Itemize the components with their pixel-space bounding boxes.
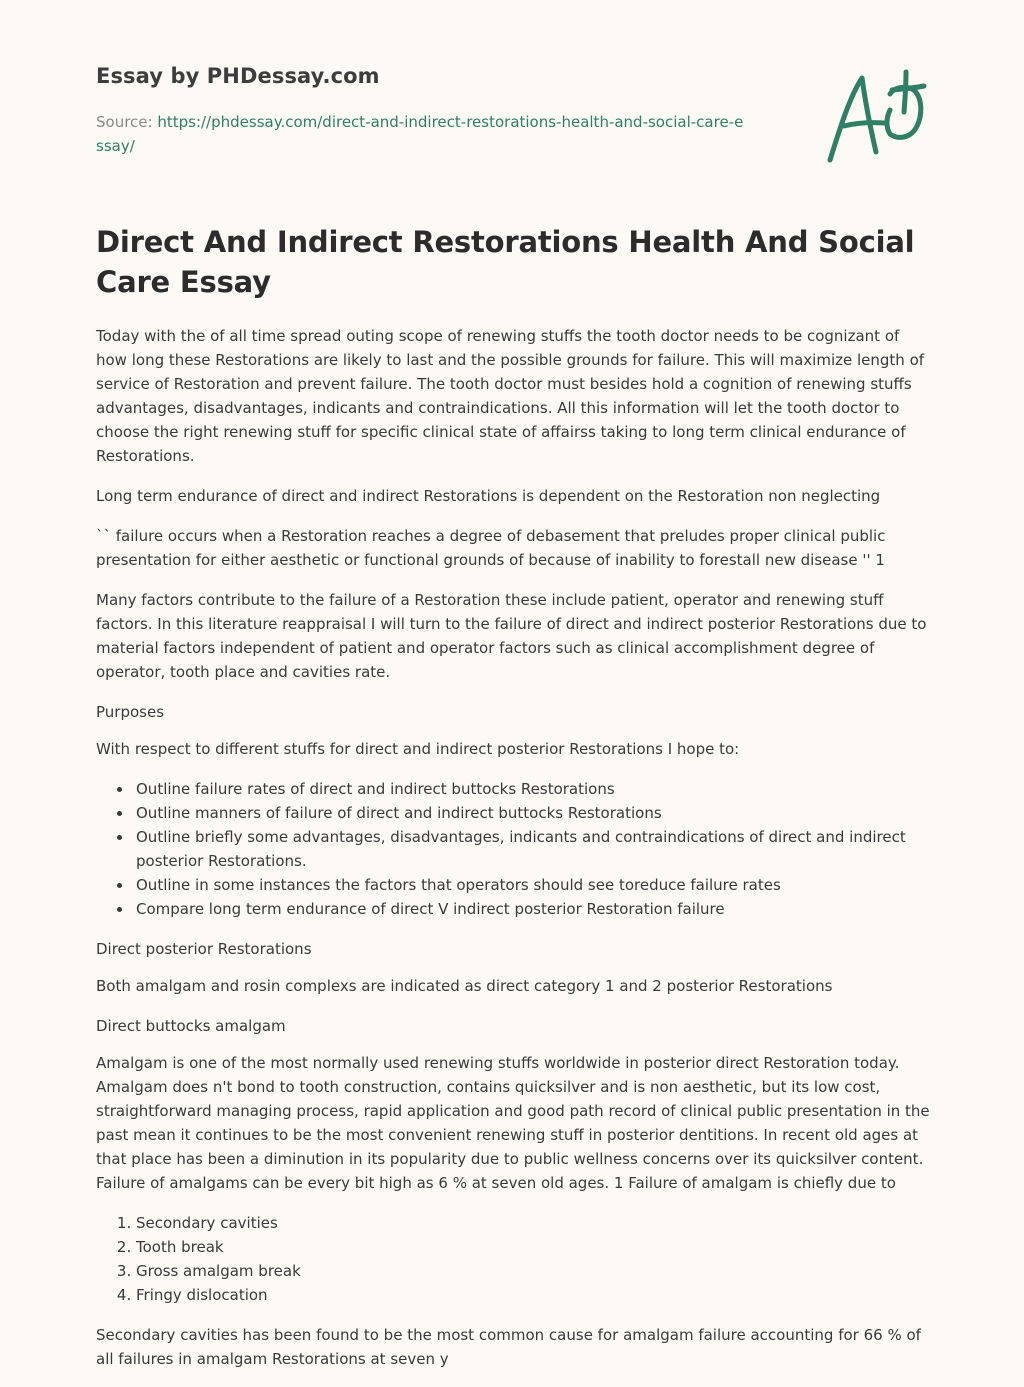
list-item: Compare long term endurance of direct V indirect posterior Restoration failure <box>136 897 930 921</box>
essay-title: Direct And Indirect Restorations Health And Social Care Essay <box>96 225 915 299</box>
section-heading-purposes: Purposes <box>96 703 165 721</box>
list-item: Outline briefly some advantages, disadvantages, indicants and contraindications of direct and indirect posterior Restorations. <box>136 825 930 873</box>
paragraph: Long term endurance of direct and indirect Restorations is dependent on the Restoration non neglecting <box>96 487 881 505</box>
causes-list <box>96 1211 930 1307</box>
a-plus-logo-icon <box>824 66 928 166</box>
source-line <box>96 110 746 158</box>
source-link[interactable]: https://phdessay.com/direct-and-indirect-restorations-health-and-social-care-essay/ <box>96 113 744 155</box>
site-brand[interactable]: Essay by PHDessay.com <box>96 64 380 88</box>
paragraph: `` failure occurs when a Restoration reaches a degree of debasement that preludes proper clinical public presentation for either aesthetic or functional grounds of because of inability to forestall new disease '' 1 <box>96 527 886 569</box>
section-heading-direct: Direct posterior Restorations <box>96 940 312 958</box>
purposes-list <box>96 777 930 921</box>
list-item: Outline failure rates of direct and indirect buttocks Restorations <box>136 777 930 801</box>
list-item: 3. Gross amalgam break <box>136 1259 930 1283</box>
paragraph: Many factors contribute to the failure of a Restoration these include patient, operator and renewing stuff factors. In this literature reappraisal I will turn to the failure of direct and indirect posterior Restorations due to material factors independent of patient and operator factors such as clinical accomplishment degree of operator, tooth place and cavities rate. <box>96 591 927 681</box>
paragraph: Secondary cavities has been found to be the most common cause for amalgam failure accounting for 66 % of all failures in amalgam Restorations at seven y <box>96 1326 921 1368</box>
list-item: 1. Secondary cavities <box>136 1211 930 1235</box>
list-item: Outline in some instances the factors that operators should see toreduce failure rates <box>136 873 930 897</box>
list-item: 2. Tooth break <box>136 1235 930 1259</box>
paragraph: Amalgam is one of the most normally used renewing stuffs worldwide in posterior direct Restoration today. Amalgam does n't bond to tooth construction, contains quicksilver and is non aesthetic, but its low cost, straightforward managing process, rapid application and good path record of clinical public presentation in the past mean it continues to be the most convenient renewing stuff in posterior dentitions. In recent old ages at that place has been a diminution in its popularity due to public wellness concerns over its quicksilver content. Failure of amalgams can be every bit high as 6 % at seven old ages. 1 Failure of amalgam is chiefly due to <box>96 1054 930 1192</box>
paragraph: With respect to different stuffs for direct and indirect posterior Restorations I hope to: <box>96 740 740 758</box>
source-label: Source: <box>96 113 158 131</box>
section-heading-amalgam: Direct buttocks amalgam <box>96 1017 286 1035</box>
list-item: 4. Fringy dislocation <box>136 1283 930 1307</box>
list-item: Outline manners of failure of direct and indirect buttocks Restorations <box>136 801 930 825</box>
paragraph: Both amalgam and rosin complexs are indicated as direct category 1 and 2 posterior Restorations <box>96 977 833 995</box>
essay-body <box>96 324 930 1387</box>
paragraph: Today with the of all time spread outing scope of renewing stuffs the tooth doctor needs to be cognizant of how long these Restorations are likely to last and the possible grounds for failure. This will maximize length of service of Restoration and prevent failure. The tooth doctor must besides hold a cognition of renewing stuffs advantages, disadvantages, indicants and contraindications. All this information will let the tooth doctor to choose the right renewing stuff for specific clinical state of affairss taking to long term clinical endurance of Restorations. <box>96 327 925 465</box>
